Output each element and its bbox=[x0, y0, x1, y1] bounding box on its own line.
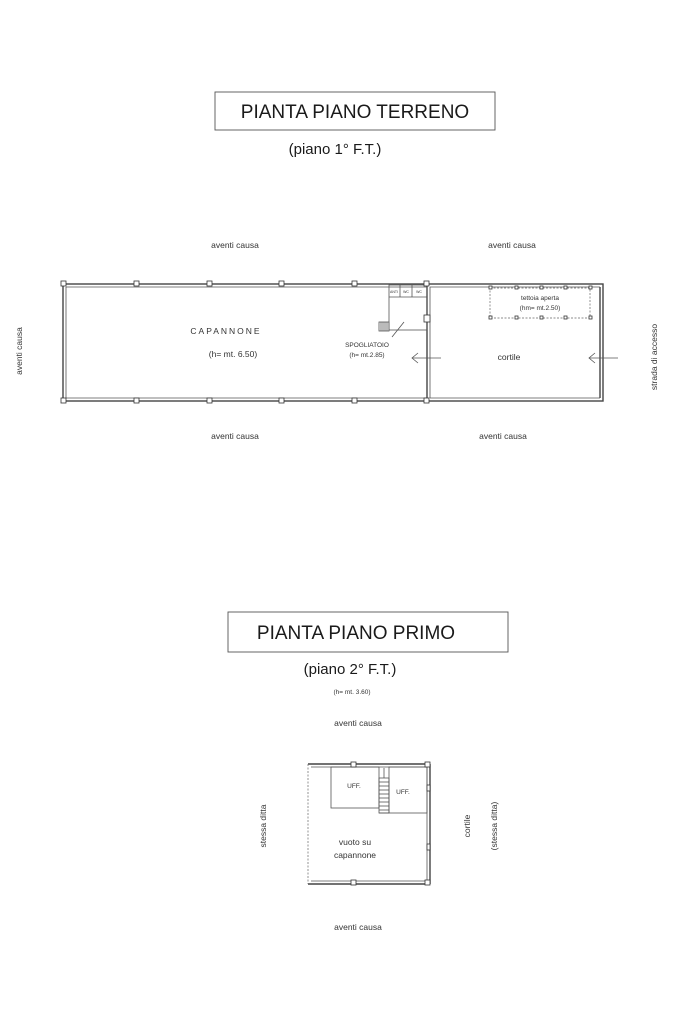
spogliatoio-height: (h= mt.2.85) bbox=[349, 352, 385, 359]
ff-neighbor-bottom: aventi causa bbox=[334, 922, 382, 932]
office-1-label: UFF. bbox=[347, 783, 361, 790]
ff-neighbor-right-b: (stessa ditta) bbox=[489, 801, 499, 851]
capannone-height: (h= mt. 6.50) bbox=[208, 349, 258, 359]
ground-floor-plan bbox=[14, 92, 659, 441]
first-floor-stair bbox=[379, 768, 389, 813]
cortile-label: cortile bbox=[497, 352, 521, 362]
first-floor-title: PIANTA PIANO PRIMO bbox=[256, 623, 456, 644]
tettoia-height: (hm= mt.2.50) bbox=[519, 305, 561, 312]
tettoia-canopy bbox=[490, 288, 590, 318]
neighbor-top-left: aventi causa bbox=[211, 240, 259, 250]
neighbor-right-road: strada di accesso bbox=[649, 323, 659, 391]
void-label-2: capannone bbox=[333, 850, 377, 860]
service-room-1: ANTI bbox=[390, 290, 398, 294]
neighbor-left: aventi causa bbox=[14, 327, 24, 375]
first-floor-plan bbox=[228, 612, 508, 932]
ff-structural-posts bbox=[351, 762, 430, 885]
ff-neighbor-left: stessa ditta bbox=[258, 804, 268, 848]
tettoia-label: tettoia aperta bbox=[521, 295, 559, 302]
structural-posts bbox=[61, 281, 592, 403]
spogliatoio-label: SPOGLIATOIO bbox=[345, 342, 389, 349]
ground-floor-stair bbox=[379, 322, 389, 331]
office-2-label: UFF. bbox=[396, 789, 410, 796]
ff-neighbor-top: aventi causa bbox=[334, 718, 382, 728]
capannone-label: CAPANNONE bbox=[190, 326, 262, 336]
void-label-1: vuoto su bbox=[338, 837, 372, 847]
ff-neighbor-right-a: cortile bbox=[462, 814, 472, 838]
ground-floor-title: PIANTA PIANO TERRENO bbox=[240, 102, 470, 123]
neighbor-top-right: aventi causa bbox=[488, 240, 536, 250]
neighbor-bottom-right: aventi causa bbox=[479, 431, 527, 441]
first-floor-height: (h= mt. 3.60) bbox=[333, 689, 371, 696]
first-floor-subtitle: (piano 2° F.T.) bbox=[303, 661, 397, 678]
service-room-3: WC bbox=[416, 290, 422, 294]
service-room-2: WC bbox=[403, 290, 409, 294]
ground-floor-subtitle: (piano 1° F.T.) bbox=[288, 141, 382, 158]
neighbor-bottom-left: aventi causa bbox=[211, 431, 259, 441]
